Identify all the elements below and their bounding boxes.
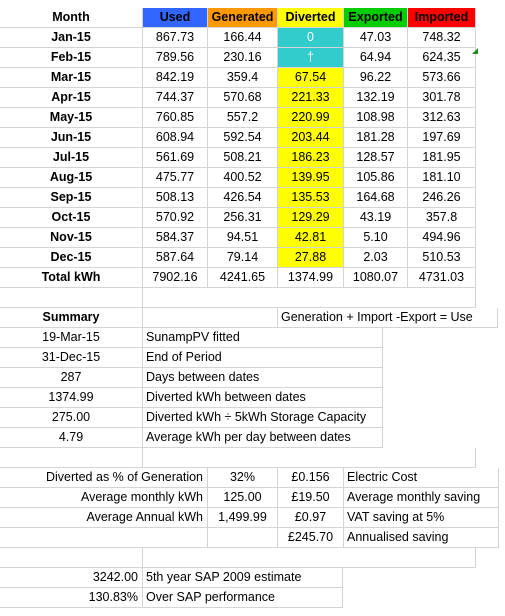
diverted-cell[interactable]: 27.88 bbox=[278, 248, 344, 268]
summary-value[interactable]: 287 bbox=[0, 368, 143, 388]
formula-note[interactable]: Generation + Import -Export = Use bbox=[278, 308, 498, 328]
total-imported[interactable]: 4731.03 bbox=[408, 268, 476, 288]
header-diverted[interactable]: Diverted bbox=[278, 8, 344, 28]
stat-label[interactable]: Average monthly kWh bbox=[0, 488, 208, 508]
exported-cell[interactable]: 128.57 bbox=[344, 148, 408, 168]
diverted-cell[interactable]: 129.29 bbox=[278, 208, 344, 228]
imported-cell[interactable]: 197.69 bbox=[408, 128, 476, 148]
stat-label[interactable]: Average Annual kWh bbox=[0, 508, 208, 528]
summary-label[interactable]: Days between dates bbox=[143, 368, 383, 388]
empty-cell[interactable] bbox=[0, 548, 143, 568]
total-exported[interactable]: 1080.07 bbox=[344, 268, 408, 288]
stat-note[interactable]: Average monthly saving bbox=[344, 488, 499, 508]
generated-cell[interactable]: 557.2 bbox=[208, 108, 278, 128]
imported-cell[interactable]: 510.53 bbox=[408, 248, 476, 268]
diverted-cell[interactable]: 42.81 bbox=[278, 228, 344, 248]
imported-cell[interactable]: 573.66 bbox=[408, 68, 476, 88]
empty-cell[interactable] bbox=[143, 548, 476, 568]
month-cell[interactable]: Apr-15 bbox=[0, 88, 143, 108]
month-cell[interactable]: Nov-15 bbox=[0, 228, 143, 248]
month-cell[interactable]: Jul-15 bbox=[0, 148, 143, 168]
month-cell[interactable]: Mar-15 bbox=[0, 68, 143, 88]
used-cell[interactable]: 744.37 bbox=[143, 88, 208, 108]
stat-note[interactable]: VAT saving at 5% bbox=[344, 508, 499, 528]
sap-value[interactable]: 3242.00 bbox=[0, 568, 143, 588]
generated-cell[interactable]: 570.68 bbox=[208, 88, 278, 108]
diverted-cell[interactable]: 135.53 bbox=[278, 188, 344, 208]
generated-cell[interactable]: 400.52 bbox=[208, 168, 278, 188]
month-cell[interactable]: Sep-15 bbox=[0, 188, 143, 208]
stat-money[interactable]: £19.50 bbox=[278, 488, 344, 508]
summary-value[interactable]: 4.79 bbox=[0, 428, 143, 448]
stat-note[interactable]: Annualised saving bbox=[344, 528, 499, 548]
imported-cell[interactable]: 357.8 bbox=[408, 208, 476, 228]
stat-value[interactable]: 125.00 bbox=[208, 488, 278, 508]
summary-title[interactable]: Summary bbox=[0, 308, 143, 328]
diverted-cell[interactable]: 67.54 bbox=[278, 68, 344, 88]
imported-cell[interactable]: 312.63 bbox=[408, 108, 476, 128]
imported-cell[interactable]: 301.78 bbox=[408, 88, 476, 108]
exported-cell[interactable]: 164.68 bbox=[344, 188, 408, 208]
month-cell[interactable]: Jan-15 bbox=[0, 28, 143, 48]
summary-label[interactable]: End of Period bbox=[143, 348, 383, 368]
summary-value[interactable]: 19-Mar-15 bbox=[0, 328, 143, 348]
summary-value[interactable]: 1374.99 bbox=[0, 388, 143, 408]
imported-cell[interactable]: 181.95 bbox=[408, 148, 476, 168]
diverted-cell[interactable]: 221.33 bbox=[278, 88, 344, 108]
exported-cell[interactable]: 47.03 bbox=[344, 28, 408, 48]
generated-cell[interactable]: 79.14 bbox=[208, 248, 278, 268]
imported-cell[interactable]: 494.96 bbox=[408, 228, 476, 248]
stat-value[interactable]: 32% bbox=[208, 468, 278, 488]
exported-cell[interactable]: 105.86 bbox=[344, 168, 408, 188]
imported-cell[interactable]: 181.10 bbox=[408, 168, 476, 188]
month-cell[interactable]: Aug-15 bbox=[0, 168, 143, 188]
month-cell[interactable]: Dec-15 bbox=[0, 248, 143, 268]
exported-cell[interactable]: 5.10 bbox=[344, 228, 408, 248]
empty-cell[interactable] bbox=[143, 448, 476, 468]
sap-label[interactable]: Over SAP performance bbox=[143, 588, 343, 608]
diverted-cell[interactable]: 0 bbox=[278, 28, 344, 48]
exported-cell[interactable]: 108.98 bbox=[344, 108, 408, 128]
generated-cell[interactable]: 426.54 bbox=[208, 188, 278, 208]
used-cell[interactable]: 760.85 bbox=[143, 108, 208, 128]
header-month[interactable]: Month bbox=[0, 8, 143, 28]
generated-cell[interactable]: 256.31 bbox=[208, 208, 278, 228]
used-cell[interactable]: 475.77 bbox=[143, 168, 208, 188]
header-imported[interactable]: Imported bbox=[408, 8, 476, 28]
generated-cell[interactable]: 94.51 bbox=[208, 228, 278, 248]
generated-cell[interactable]: 166.44 bbox=[208, 28, 278, 48]
sap-value[interactable]: 130.83% bbox=[0, 588, 143, 608]
summary-label[interactable]: Diverted kWh between dates bbox=[143, 388, 383, 408]
generated-cell[interactable]: 592.54 bbox=[208, 128, 278, 148]
stat-money[interactable]: £0.156 bbox=[278, 468, 344, 488]
header-used[interactable]: Used bbox=[143, 8, 208, 28]
summary-value[interactable]: 275.00 bbox=[0, 408, 143, 428]
empty-cell[interactable] bbox=[0, 288, 143, 308]
exported-cell[interactable]: 43.19 bbox=[344, 208, 408, 228]
stat-note[interactable]: Electric Cost bbox=[344, 468, 499, 488]
empty-cell[interactable] bbox=[0, 448, 143, 468]
total-generated[interactable]: 4241.65 bbox=[208, 268, 278, 288]
generated-cell[interactable]: 508.21 bbox=[208, 148, 278, 168]
comment-indicator-icon bbox=[472, 48, 478, 54]
imported-cell[interactable]: 246.26 bbox=[408, 188, 476, 208]
diverted-cell[interactable]: † bbox=[278, 48, 344, 68]
diverted-cell[interactable]: 220.99 bbox=[278, 108, 344, 128]
used-cell[interactable]: 789.56 bbox=[143, 48, 208, 68]
stat-label[interactable]: Diverted as % of Generation bbox=[0, 468, 208, 488]
month-cell[interactable]: Feb-15 bbox=[0, 48, 143, 68]
generated-cell[interactable]: 359.4 bbox=[208, 68, 278, 88]
empty-cell[interactable] bbox=[143, 308, 278, 328]
used-cell[interactable]: 867.73 bbox=[143, 28, 208, 48]
empty-cell[interactable] bbox=[143, 288, 476, 308]
summary-value[interactable]: 31-Dec-15 bbox=[0, 348, 143, 368]
stat-money[interactable]: £0.97 bbox=[278, 508, 344, 528]
exported-cell[interactable]: 132.19 bbox=[344, 88, 408, 108]
header-generated[interactable]: Generated bbox=[208, 8, 278, 28]
used-cell[interactable]: 608.94 bbox=[143, 128, 208, 148]
imported-cell[interactable]: 748.32 bbox=[408, 28, 476, 48]
diverted-cell[interactable]: 203.44 bbox=[278, 128, 344, 148]
sap-label[interactable]: 5th year SAP 2009 estimate bbox=[143, 568, 343, 588]
summary-label[interactable]: Average kWh per day between dates bbox=[143, 428, 383, 448]
stat-value[interactable] bbox=[208, 528, 278, 548]
exported-cell[interactable]: 96.22 bbox=[344, 68, 408, 88]
exported-cell[interactable]: 64.94 bbox=[344, 48, 408, 68]
used-cell[interactable]: 570.92 bbox=[143, 208, 208, 228]
month-cell[interactable]: May-15 bbox=[0, 108, 143, 128]
summary-label[interactable]: SunampPV fitted bbox=[143, 328, 383, 348]
stat-money[interactable]: £245.70 bbox=[278, 528, 344, 548]
used-cell[interactable]: 508.13 bbox=[143, 188, 208, 208]
diverted-cell[interactable]: 139.95 bbox=[278, 168, 344, 188]
used-cell[interactable]: 587.64 bbox=[143, 248, 208, 268]
used-cell[interactable]: 584.37 bbox=[143, 228, 208, 248]
exported-cell[interactable]: 2.03 bbox=[344, 248, 408, 268]
stat-value[interactable]: 1,499.99 bbox=[208, 508, 278, 528]
total-label[interactable]: Total kWh bbox=[0, 268, 143, 288]
total-used[interactable]: 7902.16 bbox=[143, 268, 208, 288]
used-cell[interactable]: 561.69 bbox=[143, 148, 208, 168]
generated-cell[interactable]: 230.16 bbox=[208, 48, 278, 68]
imported-cell[interactable]: 624.35 bbox=[408, 48, 476, 68]
used-cell[interactable]: 842.19 bbox=[143, 68, 208, 88]
header-exported[interactable]: Exported bbox=[344, 8, 408, 28]
summary-label[interactable]: Diverted kWh ÷ 5kWh Storage Capacity bbox=[143, 408, 383, 428]
stat-label[interactable] bbox=[0, 528, 208, 548]
exported-cell[interactable]: 181.28 bbox=[344, 128, 408, 148]
month-cell[interactable]: Jun-15 bbox=[0, 128, 143, 148]
diverted-cell[interactable]: 186.23 bbox=[278, 148, 344, 168]
total-diverted[interactable]: 1374.99 bbox=[278, 268, 344, 288]
month-cell[interactable]: Oct-15 bbox=[0, 208, 143, 228]
